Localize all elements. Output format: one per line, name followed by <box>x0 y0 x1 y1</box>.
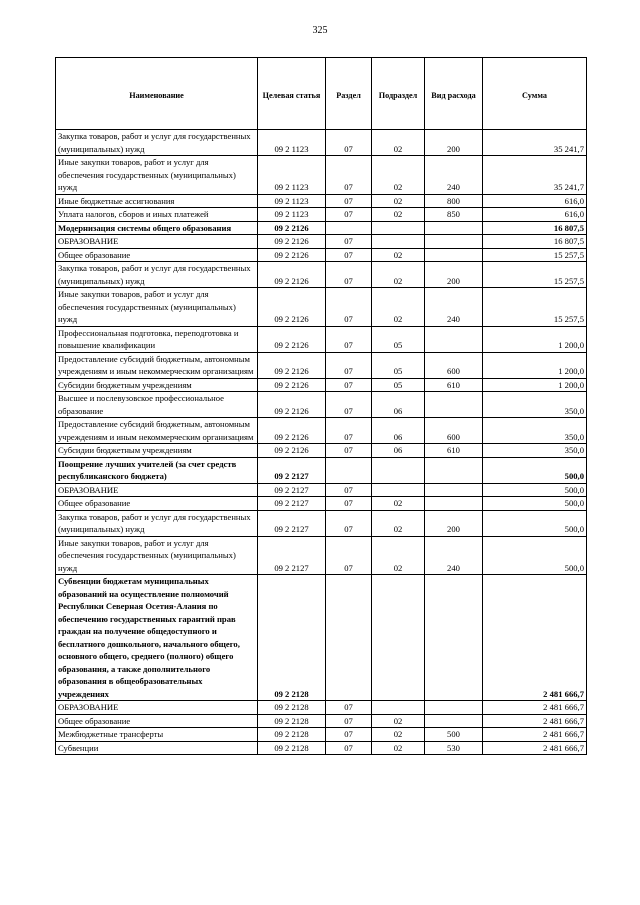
cell-section: 07 <box>326 483 372 497</box>
cell-subsection: 05 <box>372 326 425 352</box>
table-row <box>56 741 587 755</box>
table-row <box>56 352 587 378</box>
cell-name: Иные бюджетные ассигнования <box>56 194 258 208</box>
cell-amount: 2 481 666,7 <box>483 728 587 742</box>
cell-target: 09 2 1123 <box>258 130 326 156</box>
table-row <box>56 208 587 222</box>
cell-name: Закупка товаров, работ и услуг для государственных (муниципальных) нужд <box>56 262 258 288</box>
cell-amount: 35 241,7 <box>483 130 587 156</box>
cell-expense-type <box>425 392 483 418</box>
cell-target: 09 2 2127 <box>258 457 326 483</box>
cell-subsection: 06 <box>372 392 425 418</box>
cell-name: Иные закупки товаров, работ и услуг для обеспечения государственных (муниципальных) нужд <box>56 156 258 195</box>
cell-expense-type: 850 <box>425 208 483 222</box>
cell-amount: 2 481 666,7 <box>483 741 587 755</box>
table-row <box>56 714 587 728</box>
cell-section: 07 <box>326 262 372 288</box>
cell-target: 09 2 2126 <box>258 444 326 458</box>
cell-target: 09 2 2128 <box>258 728 326 742</box>
cell-section <box>326 575 372 701</box>
cell-target: 09 2 2127 <box>258 510 326 536</box>
cell-amount: 16 807,5 <box>483 235 587 249</box>
table-row <box>56 575 587 701</box>
cell-target: 09 2 1123 <box>258 194 326 208</box>
cell-section: 07 <box>326 326 372 352</box>
table-row <box>56 156 587 195</box>
cell-subsection: 06 <box>372 444 425 458</box>
cell-target: 09 2 2127 <box>258 483 326 497</box>
cell-name: Субсидии бюджетным учреждениям <box>56 378 258 392</box>
cell-amount: 2 481 666,7 <box>483 575 587 701</box>
cell-subsection: 02 <box>372 510 425 536</box>
column-header-section: Раздел <box>326 58 372 130</box>
cell-expense-type <box>425 221 483 235</box>
cell-subsection <box>372 575 425 701</box>
table-row <box>56 130 587 156</box>
table-row <box>56 536 587 575</box>
cell-expense-type: 600 <box>425 352 483 378</box>
cell-subsection: 05 <box>372 378 425 392</box>
table-row <box>56 457 587 483</box>
cell-amount: 1 200,0 <box>483 378 587 392</box>
table-row <box>56 701 587 715</box>
cell-section <box>326 457 372 483</box>
cell-section: 07 <box>326 418 372 444</box>
cell-subsection: 02 <box>372 728 425 742</box>
cell-expense-type <box>425 483 483 497</box>
cell-expense-type: 610 <box>425 378 483 392</box>
cell-name: Предоставление субсидий бюджетным, автономным учреждениям и иным некоммерческим организациям <box>56 352 258 378</box>
cell-name: ОБРАЗОВАНИЕ <box>56 483 258 497</box>
cell-expense-type: 240 <box>425 288 483 327</box>
cell-amount: 500,0 <box>483 510 587 536</box>
cell-amount: 350,0 <box>483 418 587 444</box>
cell-target: 09 2 2127 <box>258 536 326 575</box>
cell-subsection: 05 <box>372 352 425 378</box>
cell-section: 07 <box>326 194 372 208</box>
cell-expense-type: 240 <box>425 536 483 575</box>
cell-name: Субсидии бюджетным учреждениям <box>56 444 258 458</box>
cell-amount: 350,0 <box>483 444 587 458</box>
table-row <box>56 378 587 392</box>
cell-name: Уплата налогов, сборов и иных платежей <box>56 208 258 222</box>
cell-expense-type <box>425 235 483 249</box>
table-row <box>56 497 587 511</box>
table-row <box>56 728 587 742</box>
cell-target: 09 2 2127 <box>258 497 326 511</box>
cell-subsection: 02 <box>372 714 425 728</box>
cell-subsection <box>372 701 425 715</box>
cell-target: 09 2 2126 <box>258 392 326 418</box>
cell-section: 07 <box>326 156 372 195</box>
cell-expense-type <box>425 326 483 352</box>
cell-subsection: 02 <box>372 262 425 288</box>
cell-target: 09 2 2126 <box>258 262 326 288</box>
budget-table <box>55 57 587 755</box>
cell-subsection <box>372 457 425 483</box>
cell-section: 07 <box>326 741 372 755</box>
cell-amount: 1 200,0 <box>483 326 587 352</box>
cell-target: 09 2 2126 <box>258 418 326 444</box>
cell-subsection: 02 <box>372 194 425 208</box>
table-row <box>56 262 587 288</box>
cell-target: 09 2 2128 <box>258 741 326 755</box>
cell-name: Общее образование <box>56 248 258 262</box>
cell-subsection <box>372 221 425 235</box>
table-row <box>56 235 587 249</box>
table-row <box>56 444 587 458</box>
cell-amount: 15 257,5 <box>483 262 587 288</box>
page-number: 325 <box>312 25 328 36</box>
column-header-amount: Сумма <box>483 58 587 130</box>
cell-expense-type: 530 <box>425 741 483 755</box>
cell-subsection: 02 <box>372 156 425 195</box>
cell-amount: 15 257,5 <box>483 248 587 262</box>
cell-name: Иные закупки товаров, работ и услуг для обеспечения государственных (муниципальных) нужд <box>56 288 258 327</box>
cell-expense-type <box>425 457 483 483</box>
cell-name: Предоставление субсидий бюджетным, автономным учреждениям и иным некоммерческим организациям <box>56 418 258 444</box>
cell-subsection: 02 <box>372 288 425 327</box>
cell-amount: 616,0 <box>483 208 587 222</box>
cell-amount: 350,0 <box>483 392 587 418</box>
cell-subsection: 06 <box>372 418 425 444</box>
cell-target: 09 2 2128 <box>258 714 326 728</box>
cell-subsection: 02 <box>372 497 425 511</box>
column-header-subsection: Подраздел <box>372 58 425 130</box>
cell-section: 07 <box>326 714 372 728</box>
cell-name: Иные закупки товаров, работ и услуг для обеспечения государственных (муниципальных) нужд <box>56 536 258 575</box>
table-row <box>56 483 587 497</box>
table-row <box>56 418 587 444</box>
table-header-row <box>56 58 587 130</box>
cell-target: 09 2 2126 <box>258 378 326 392</box>
cell-amount: 500,0 <box>483 483 587 497</box>
cell-expense-type <box>425 575 483 701</box>
cell-expense-type <box>425 701 483 715</box>
cell-name: Общее образование <box>56 497 258 511</box>
cell-target: 09 2 2128 <box>258 701 326 715</box>
cell-target: 09 2 2126 <box>258 326 326 352</box>
table-body <box>56 130 587 755</box>
table-row <box>56 194 587 208</box>
cell-subsection: 02 <box>372 536 425 575</box>
cell-target: 09 2 1123 <box>258 208 326 222</box>
cell-section: 07 <box>326 392 372 418</box>
cell-expense-type <box>425 248 483 262</box>
cell-amount: 616,0 <box>483 194 587 208</box>
cell-section: 07 <box>326 444 372 458</box>
cell-target: 09 2 2126 <box>258 221 326 235</box>
cell-section: 07 <box>326 510 372 536</box>
cell-subsection <box>372 483 425 497</box>
table-row <box>56 221 587 235</box>
table-row <box>56 248 587 262</box>
cell-amount: 500,0 <box>483 457 587 483</box>
cell-section <box>326 221 372 235</box>
cell-section: 07 <box>326 378 372 392</box>
cell-section: 07 <box>326 728 372 742</box>
cell-name: Субвенции бюджетам муниципальных образований на осуществление полномочий Республики Северная Осетия-Алания по обеспечению государственных гарантий прав граждан на получение общедоступного и бесплатного дошкольного, начального общего, основного общего, среднего (полного) общего образования, а также дополнительного образования в общеобразовательных учреждениях <box>56 575 258 701</box>
column-header-target: Целевая статья <box>258 58 326 130</box>
cell-target: 09 2 1123 <box>258 156 326 195</box>
cell-target: 09 2 2126 <box>258 248 326 262</box>
cell-section: 07 <box>326 248 372 262</box>
cell-section: 07 <box>326 235 372 249</box>
cell-name: Модернизация системы общего образования <box>56 221 258 235</box>
cell-section: 07 <box>326 701 372 715</box>
column-header-expense-type: Вид расхода <box>425 58 483 130</box>
cell-amount: 500,0 <box>483 536 587 575</box>
cell-target: 09 2 2126 <box>258 352 326 378</box>
cell-amount: 15 257,5 <box>483 288 587 327</box>
cell-amount: 16 807,5 <box>483 221 587 235</box>
cell-amount: 2 481 666,7 <box>483 714 587 728</box>
cell-name: Профессиональная подготовка, переподготовка и повышение квалификации <box>56 326 258 352</box>
cell-name: Субвенции <box>56 741 258 755</box>
table-row <box>56 288 587 327</box>
cell-subsection: 02 <box>372 130 425 156</box>
cell-amount: 1 200,0 <box>483 352 587 378</box>
cell-expense-type: 600 <box>425 418 483 444</box>
cell-name: ОБРАЗОВАНИЕ <box>56 701 258 715</box>
cell-expense-type <box>425 497 483 511</box>
cell-subsection <box>372 235 425 249</box>
cell-expense-type: 200 <box>425 510 483 536</box>
table-row <box>56 510 587 536</box>
table-row <box>56 392 587 418</box>
cell-target: 09 2 2128 <box>258 575 326 701</box>
cell-name: Закупка товаров, работ и услуг для государственных (муниципальных) нужд <box>56 510 258 536</box>
cell-expense-type: 500 <box>425 728 483 742</box>
cell-target: 09 2 2126 <box>258 235 326 249</box>
cell-expense-type: 240 <box>425 156 483 195</box>
cell-subsection: 02 <box>372 208 425 222</box>
cell-amount: 2 481 666,7 <box>483 701 587 715</box>
cell-amount: 500,0 <box>483 497 587 511</box>
cell-subsection: 02 <box>372 248 425 262</box>
cell-name: Общее образование <box>56 714 258 728</box>
cell-name: Высшее и послевузовское профессиональное образование <box>56 392 258 418</box>
cell-expense-type: 800 <box>425 194 483 208</box>
cell-section: 07 <box>326 130 372 156</box>
cell-expense-type: 610 <box>425 444 483 458</box>
cell-expense-type: 200 <box>425 130 483 156</box>
cell-subsection: 02 <box>372 741 425 755</box>
column-header-name: Наименование <box>56 58 258 130</box>
cell-section: 07 <box>326 352 372 378</box>
cell-name: ОБРАЗОВАНИЕ <box>56 235 258 249</box>
cell-section: 07 <box>326 208 372 222</box>
cell-name: Поощрение лучших учителей (за счет средств республиканского бюджета) <box>56 457 258 483</box>
cell-expense-type: 200 <box>425 262 483 288</box>
cell-section: 07 <box>326 288 372 327</box>
cell-name: Межбюджетные трансферты <box>56 728 258 742</box>
cell-amount: 35 241,7 <box>483 156 587 195</box>
cell-section: 07 <box>326 497 372 511</box>
cell-target: 09 2 2126 <box>258 288 326 327</box>
cell-expense-type <box>425 714 483 728</box>
cell-name: Закупка товаров, работ и услуг для государственных (муниципальных) нужд <box>56 130 258 156</box>
table-row <box>56 326 587 352</box>
cell-section: 07 <box>326 536 372 575</box>
